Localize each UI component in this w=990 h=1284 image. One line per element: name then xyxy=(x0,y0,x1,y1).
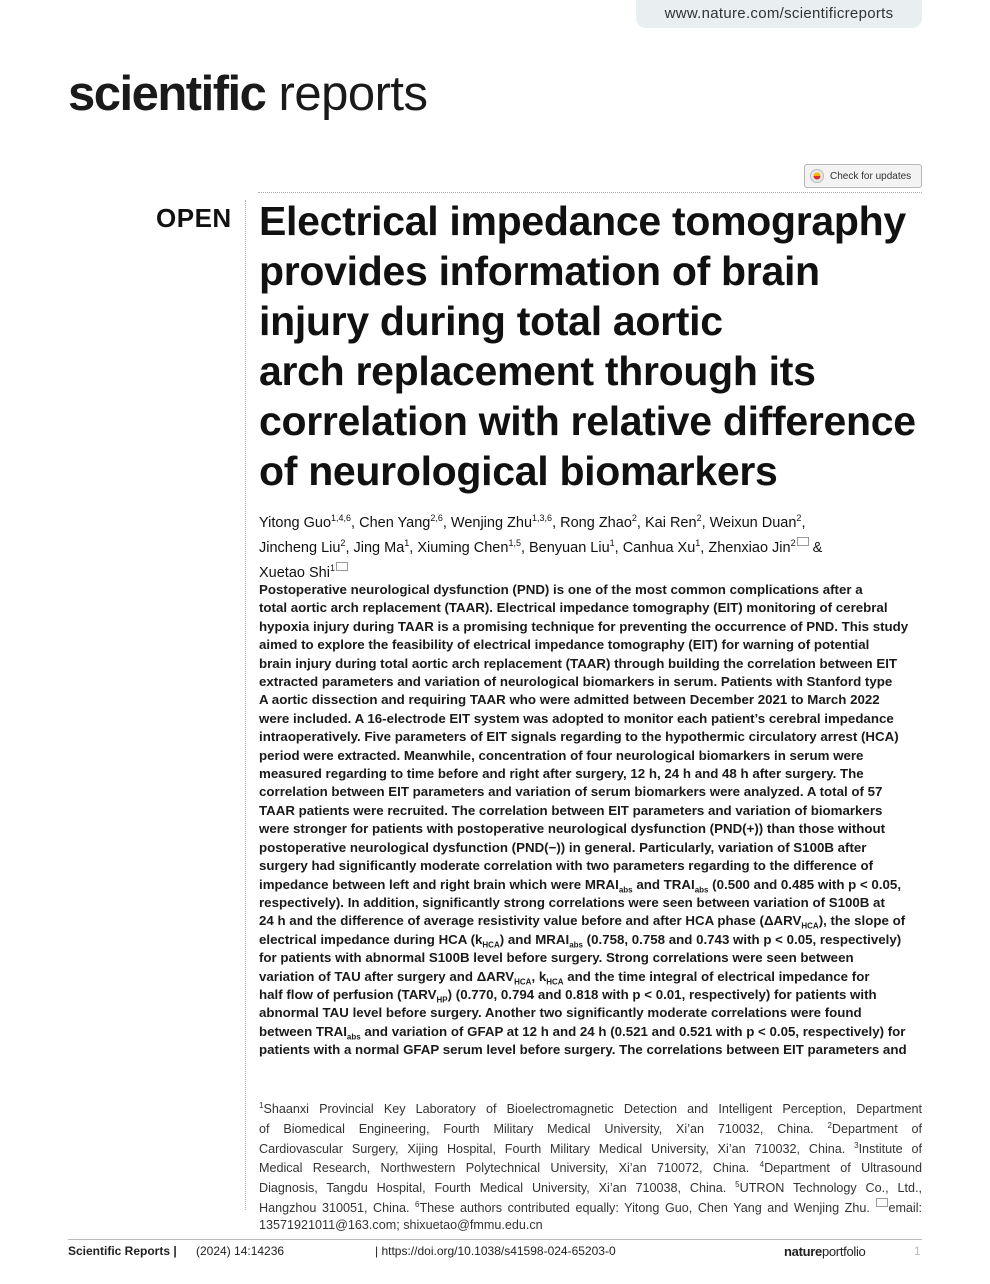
author-affil: 2 xyxy=(340,537,346,548)
subscript: HCA xyxy=(482,940,500,950)
check-updates-icon xyxy=(810,169,824,183)
author-affil: 1 xyxy=(329,562,335,573)
author-name[interactable]: , Wenjing Zhu xyxy=(442,514,533,531)
subscript: HCA xyxy=(801,921,819,931)
author-affil: 2 xyxy=(631,513,637,523)
author-affil: 2 xyxy=(790,537,796,548)
footer-doi-link[interactable]: | https://doi.org/10.1038/s41598-024-65203-0 xyxy=(375,1244,616,1258)
affil-text: These authors contributed equally: Yitong Guo, Chen Yang and Wenjing Zhu. xyxy=(419,1201,870,1216)
title-line: correlation with relative difference xyxy=(259,398,916,444)
abstract-line: respectively). In addition, significantly strong correlations were seen between variation of S100B at xyxy=(259,894,885,910)
affiliation-line xyxy=(259,1197,922,1217)
author-name[interactable]: , Canhua Xu xyxy=(614,539,696,556)
author-name[interactable]: , Chen Yang xyxy=(351,514,431,531)
affil-email[interactable]: 13571921011@163.com; shixuetao@fmmu.edu.cn xyxy=(259,1217,543,1232)
abstract-text: and TRAI xyxy=(632,876,695,892)
abstract-line xyxy=(259,931,922,949)
affil-text: Shaanxi Provincial Key Laboratory of Bioelectromagnetic Detection and Intelligent Perception, Department xyxy=(263,1102,922,1117)
author-affil: 1,5 xyxy=(508,537,521,548)
abstract-line xyxy=(259,1023,922,1041)
abstract xyxy=(259,581,922,1060)
abstract-text: and the time integral of electrical impedance for xyxy=(563,968,870,984)
open-access-label: OPEN xyxy=(156,203,232,233)
affil-number: 2 xyxy=(827,1120,832,1130)
abstract-text: , k xyxy=(531,968,547,984)
affil-number: 6 xyxy=(415,1199,420,1209)
mail-icon[interactable] xyxy=(336,562,348,571)
abstract-line: aimed to explore the feasibility of electrical impedance tomography (EIT) for warning of potential xyxy=(259,637,870,653)
title-line: injury during total aortic xyxy=(259,298,723,344)
subscript: abs xyxy=(694,885,709,895)
site-url[interactable]: www.nature.com/scientificreports xyxy=(636,0,922,28)
title-line: of neurological biomarkers xyxy=(259,448,778,494)
footer-citation: (2024) 14:14236 xyxy=(196,1244,285,1258)
abstract-line: for patients with abnormal S100B level before surgery. Strong correlations were seen between xyxy=(259,950,854,966)
affil-text: Cardiovascular Surgery, Xijing Hospital, Fourth Military Medical University, Xi’an 710032, China. xyxy=(259,1141,846,1156)
mail-icon[interactable] xyxy=(797,537,809,546)
subscript: HCA xyxy=(514,977,532,987)
author-line xyxy=(259,533,922,558)
article-title xyxy=(259,196,929,496)
affil-number: 5 xyxy=(735,1180,740,1190)
author-affil: 1,3,6 xyxy=(532,513,553,523)
abstract-line: TAAR patients were recruited. The correlation between EIT parameters and variation of biomarkers xyxy=(259,802,883,818)
author-affil: 1 xyxy=(609,537,615,548)
abstract-text: ), the slope of xyxy=(818,913,906,929)
subscript: abs xyxy=(346,1032,361,1042)
journal-logo: scientific reports xyxy=(68,67,428,121)
author-name[interactable]: , Rong Zhao xyxy=(552,514,632,531)
affil-text: Hangzhou 310051, China. xyxy=(259,1201,410,1216)
email-label: email: xyxy=(888,1201,923,1216)
subscript: abs xyxy=(618,885,633,895)
affil-text: Diagnosis, Tangdu Hospital, Fourth Medical University, Xi’an 710038, China. xyxy=(259,1181,727,1196)
abstract-line: extracted parameters and variation of neurological biomarkers in serum. Patients with Stanford type xyxy=(259,674,893,690)
abstract-line xyxy=(259,968,922,986)
column-divider xyxy=(245,200,246,1210)
brand-bold: nature xyxy=(784,1244,822,1259)
subscript: HP xyxy=(436,995,448,1005)
affiliation-line xyxy=(259,1157,922,1177)
abstract-text: impedance between left and right brain which were MRAI xyxy=(259,876,619,892)
check-updates-button[interactable] xyxy=(804,164,922,188)
affil-text: of Biomedical Engineering, Fourth Military Medical University, Xi’an 710032, China. xyxy=(259,1121,814,1136)
abstract-line: A aortic dissection and requiring TAAR who were admitted between December 2021 to March 2022 xyxy=(259,692,880,708)
affil-number: 3 xyxy=(854,1140,859,1150)
footer-rule xyxy=(68,1239,922,1240)
author-name[interactable]: Yitong Guo xyxy=(259,514,332,531)
abstract-text: ) and MRAI xyxy=(499,931,570,947)
abstract-text: and variation of GFAP at 12 h and 24 h (0.521 and 0.521 with p < 0.05, respectively) for xyxy=(360,1023,906,1039)
author-name[interactable]: , Kai Ren xyxy=(636,514,697,531)
author-name[interactable]: , Xiuming Chen xyxy=(409,539,509,556)
author-name[interactable]: , Benyuan Liu xyxy=(520,539,610,556)
affil-number: 4 xyxy=(759,1160,765,1170)
abstract-line: postoperative neurological dysfunction (PND(−)) in general. Particularly, variation of S100B after xyxy=(259,839,867,855)
affil-text: Institute of xyxy=(858,1141,923,1156)
author-name[interactable]: , Weixun Duan xyxy=(701,514,797,531)
abstract-line: correlation between EIT parameters and variation of serum biomarkers were analyzed. A total of 57 xyxy=(259,784,883,800)
author-name[interactable]: , Zhenxiao Jin xyxy=(700,539,791,556)
author-name[interactable]: , Jing Ma xyxy=(345,539,405,556)
mail-icon xyxy=(876,1198,888,1207)
author-line xyxy=(259,508,922,533)
author-separator: & xyxy=(808,539,823,556)
affiliation-line xyxy=(259,1138,922,1158)
title-line: provides information of brain xyxy=(259,248,820,294)
abstract-text: (0.500 and 0.485 with p < 0.05, xyxy=(708,876,902,892)
abstract-line: hypoxia injury during TAAR is a promising technique for preventing the occurrence of PND. This study xyxy=(259,618,909,634)
abstract-text: 24 h and the difference of average resistivity value before and after HCA phase (ΔARV xyxy=(259,913,802,929)
author-line xyxy=(259,558,922,583)
affiliations xyxy=(259,1098,922,1233)
brand-light: portfolio xyxy=(821,1244,866,1259)
abstract-line: Postoperative neurological dysfunction (PND) is one of the most common complications after a xyxy=(259,582,863,597)
author-separator: , xyxy=(801,514,806,531)
affiliation-line xyxy=(259,1098,922,1118)
footer-journal: Scientific Reports | xyxy=(68,1244,177,1258)
check-updates-label: Check for updates xyxy=(830,170,912,182)
title-line: Electrical impedance tomography xyxy=(259,198,906,244)
abstract-line: period were extracted. Meanwhile, concentration of four neurological biomarkers in serum were xyxy=(259,747,864,763)
author-affil: 1 xyxy=(695,537,701,548)
abstract-line: total aortic arch replacement (TAAR). Electrical impedance tomography (EIT) monitoring of cerebral xyxy=(259,600,888,616)
abstract-text: half flow of perfusion (TARV xyxy=(259,986,437,1002)
affiliation-line xyxy=(259,1118,922,1138)
title-line: arch replacement through its xyxy=(259,348,816,394)
abstract-line xyxy=(259,912,922,930)
nature-portfolio-logo xyxy=(784,1244,866,1259)
author-name[interactable]: Xuetao Shi xyxy=(259,564,330,581)
abstract-line: intraoperatively. Five parameters of EIT signals regarding to the hypothermic circulatory arrest (HCA) xyxy=(259,729,899,745)
author-affil: 2 xyxy=(796,513,802,523)
author-affil: 2 xyxy=(696,513,702,523)
title-divider xyxy=(258,192,922,193)
affil-text: Medical Research, Northwestern Polytechnical University, Xi’an 710072, China. xyxy=(259,1161,750,1176)
abstract-text: between TRAI xyxy=(259,1023,347,1039)
author-affil: 2,6 xyxy=(430,513,443,523)
abstract-line: were stronger for patients with postoperative neurological dysfunction (PND(+)) than those without xyxy=(259,821,886,837)
affil-text: UTRON Technology Co., Ltd., xyxy=(739,1181,923,1196)
page-number: 1 xyxy=(914,1244,921,1258)
subscript: abs xyxy=(569,940,583,950)
affil-text: Department of Ultrasound xyxy=(764,1161,922,1176)
abstract-line: surgery had significantly moderate correlation with two parameters regarding to the difference of xyxy=(259,858,874,874)
author-affil: 1,4,6 xyxy=(331,513,352,523)
abstract-line: were included. A 16-electrode EIT system was adopted to monitor each patient’s cerebral impedance xyxy=(259,710,894,726)
abstract-line: abnormal TAU level before surgery. Another two significantly moderate correlations were found xyxy=(259,1005,862,1021)
abstract-line xyxy=(259,876,922,894)
abstract-line: patients with a normal GFAP serum level before surgery. The correlations between EIT parameters and xyxy=(259,1042,907,1058)
abstract-text: variation of TAU after surgery and ΔARV xyxy=(259,968,515,984)
subscript: HCA xyxy=(546,977,564,987)
affiliation-line xyxy=(259,1177,922,1197)
author-affil: 1 xyxy=(404,537,410,548)
author-list xyxy=(259,508,922,582)
abstract-text: ) (0.770, 0.794 and 0.818 with p < 0.01, respectively) for patients with xyxy=(447,986,877,1002)
author-name[interactable]: Jincheng Liu xyxy=(259,539,341,556)
abstract-line: measured regarding to time before and right after surgery, 12 h, 24 h and 48 h after surgery. The xyxy=(259,766,864,782)
affil-text: Department of xyxy=(831,1121,923,1136)
abstract-text: electrical impedance during HCA (k xyxy=(259,931,483,947)
abstract-line: brain injury during total aortic arch replacement (TAAR) through building the correlation between EIT xyxy=(259,655,898,671)
abstract-line xyxy=(259,986,922,1004)
abstract-text: (0.758, 0.758 and 0.743 with p < 0.05, respectively) xyxy=(582,931,902,947)
affil-number: 1 xyxy=(259,1101,264,1110)
